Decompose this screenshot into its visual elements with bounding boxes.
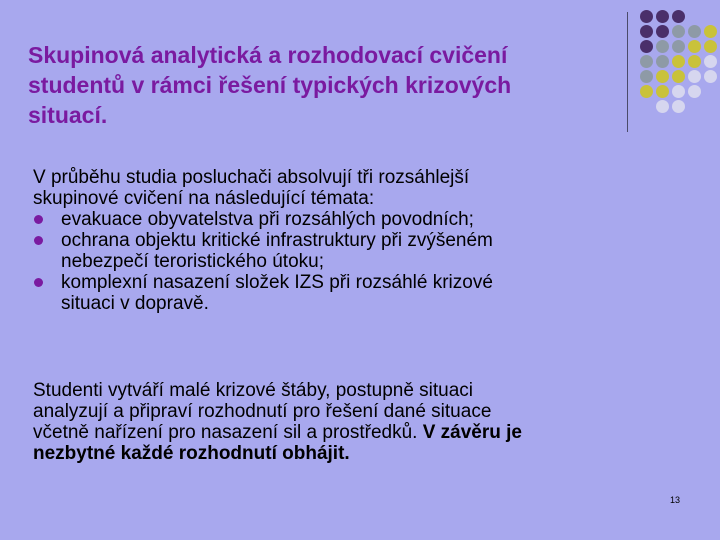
emphasis-text: nezbytné každé rozhodnutí obhájit.: [33, 443, 350, 464]
vertical-divider: [627, 12, 628, 132]
bullet-dot-icon: [34, 215, 43, 224]
bullet-text: situaci v dopravě.: [61, 293, 209, 314]
slide-title: [28, 40, 628, 130]
dot: [656, 40, 669, 53]
dot: [672, 85, 685, 98]
dot: [704, 70, 717, 83]
dot: [640, 70, 653, 83]
dot: [672, 10, 685, 23]
dot: [640, 55, 653, 68]
bullet-text: komplexní nasazení složek IZS při rozsáhlé krizové: [61, 272, 493, 293]
bullet-item: [33, 230, 623, 272]
dot: [640, 40, 653, 53]
dot: [656, 85, 669, 98]
paragraph-line: analyzují a připraví rozhodnutí pro řešení dané situace: [33, 401, 492, 422]
bullet-dot-icon: [34, 236, 43, 245]
dot: [640, 85, 653, 98]
bullet-text: nebezpečí teroristického útoku;: [61, 251, 324, 272]
dot: [640, 25, 653, 38]
dot: [704, 25, 717, 38]
bullet-dot-icon: [34, 278, 43, 287]
dot: [656, 100, 669, 113]
dot: [672, 40, 685, 53]
dot: [656, 10, 669, 23]
decorative-dot-grid: [636, 10, 720, 120]
dot: [704, 40, 717, 53]
dot: [688, 40, 701, 53]
dot: [704, 55, 717, 68]
topics-list-block: [33, 167, 623, 314]
dot: [672, 70, 685, 83]
dot: [656, 25, 669, 38]
title-line: studentů v rámci řešení typických krizových: [28, 72, 512, 98]
intro-line: skupinové cvičení na následující témata:: [33, 188, 375, 209]
page-number: 13: [669, 495, 680, 505]
title-line: situací.: [28, 102, 108, 128]
bullet-item: [33, 209, 623, 230]
title-line: Skupinová analytická a rozhodovací cvičení: [28, 42, 508, 68]
dot: [688, 25, 701, 38]
bullet-text: evakuace obyvatelstva při rozsáhlých povodních;: [61, 209, 474, 230]
dot: [672, 55, 685, 68]
paragraph-line: [33, 422, 673, 443]
summary-paragraph: [33, 380, 673, 464]
paragraph-line: [33, 443, 673, 464]
dot: [688, 85, 701, 98]
dot: [640, 10, 653, 23]
dot: [656, 55, 669, 68]
dot: [672, 25, 685, 38]
dot: [688, 70, 701, 83]
paragraph-line: Studenti vytváří malé krizové štáby, postupně situaci: [33, 380, 474, 401]
dot: [672, 100, 685, 113]
paragraph-text: včetně nařízení pro nasazení sil a prostředků.: [33, 422, 423, 443]
intro-line: V průběhu studia posluchači absolvují tři rozsáhlejší: [33, 167, 470, 188]
bullet-item: [33, 272, 623, 314]
dot: [656, 70, 669, 83]
dot: [688, 55, 701, 68]
intro-text: [33, 167, 623, 209]
emphasis-text: V závěru je: [422, 422, 522, 443]
bullet-text: ochrana objektu kritické infrastruktury při zvýšeném: [61, 230, 493, 251]
